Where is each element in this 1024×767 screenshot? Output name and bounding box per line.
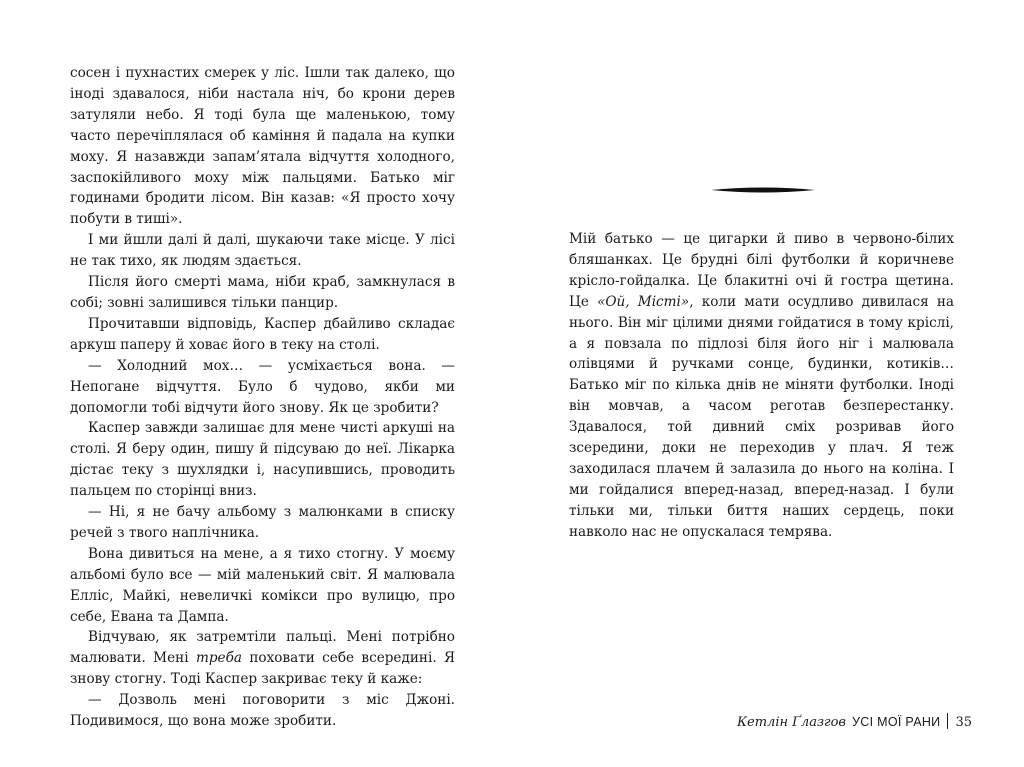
paragraph-6: Каспер завжди залишає для мене чисті аркуші на столі. Я беру один, пишу й підсуваю до неї. Лікарка дістає теку з шухлядки і, насупившись, проводить пальцем по сторінці вниз. bbox=[70, 420, 455, 500]
footer-author: Кетлін Ґлазгов bbox=[736, 715, 846, 730]
right-page bbox=[512, 0, 1024, 767]
paragraph-9 bbox=[70, 627, 455, 690]
paragraph-5: — Холодний мох… — усміхається вона. — Непогане відчуття. Було б чудово, якби ми допомогли тобі відчути його знову. Як це зробити? bbox=[70, 357, 455, 416]
right-paragraph-emphasis: «Ой, Місті» bbox=[597, 293, 690, 310]
paragraph-1: сосен і пухнастих смерек у ліс. Ішли так далеко, що іноді здавалося, ніби настала ніч, бо крони дерев затуляли небо. Я тоді була ще маленькою, тому часто перечіплялася об каміння й падала на купки моху. Я назавжди запам’ятала відчуття холодного, заспокійливого моху між пальцями. Батько міг годинами бродити лісом. Він казав: «Я просто хочу побути в тиші». bbox=[70, 65, 455, 228]
footer-divider bbox=[947, 713, 948, 729]
paragraph-2: І ми йшли далі й далі, шукаючи таке місце. У лісі не так тихо, як людям здається. bbox=[70, 232, 455, 270]
right-paragraph-post: , коли мати осудливо дивилася на нього. Він міг цілими днями гойдатися в тому кріслі, а я повзала по підлозі біля його ніг і малювала олівцями й ручками сонце, будинки, котиків… Батько міг по кілька днів не міняти футболки. Іноді він мовчав, а часом реготав безперестанку. Здавалося, той дивний сміх розривав його зсередини, доки не переходив у плач. Я теж заходилася плачем й залазила до нього на коліна. І ми гойдалися вперед-назад, вперед-назад. І були тільки ми, тільки биття наших сердець, поки навколо нас не опускалася темрява. bbox=[569, 293, 954, 540]
right-paragraph bbox=[569, 229, 954, 543]
running-footer bbox=[737, 713, 972, 732]
section-break-ornament bbox=[711, 186, 815, 194]
right-paragraph-pre: Мій батько — це цигарки й пиво в червоно-білих бляшанках. Це брудні білі футболки й коричневе крісло-гойдалка. Це блакитні очі й гостра щетина. Це bbox=[569, 231, 954, 310]
paragraph-3: Після його смерті мама, ніби краб, замкнулася в собі; зовні залишився тільки панцир. bbox=[70, 274, 455, 311]
paragraph-9-pre: Відчуваю, як затремтіли пальці. Мені потрібно малювати. Мені bbox=[70, 629, 455, 667]
paragraph-7: — Ні, я не бачу альбому з малюнками в списку речей з твого наплічника. bbox=[70, 504, 455, 541]
paragraph-4: Прочитавши відповідь, Каспер дбайливо складає аркуш паперу й ховає його в теку на столі. bbox=[70, 315, 455, 353]
paragraph-10: — Дозволь мені поговорити з міс Джоні. Подивимося, що вона може зробити. bbox=[70, 692, 455, 730]
footer-book-title: УСІ МОЇ РАНИ bbox=[852, 715, 941, 729]
paragraph-9-emphasis: треба bbox=[195, 650, 242, 667]
paragraph-9-post: поховати себе всередині. Я знову стогну. Тоді Каспер закриває теку й каже: bbox=[70, 650, 455, 688]
paragraph-8: Вона дивиться на мене, а я тихо стогну. У моєму альбомі було все — мій маленький світ. Я малювала Елліс, Майкі, невеличкі комікси про вулицю, про себе, Евана та Дампа. bbox=[70, 545, 455, 625]
page-number: 35 bbox=[955, 715, 972, 730]
left-page-text bbox=[70, 63, 455, 732]
right-page-text bbox=[569, 229, 954, 543]
